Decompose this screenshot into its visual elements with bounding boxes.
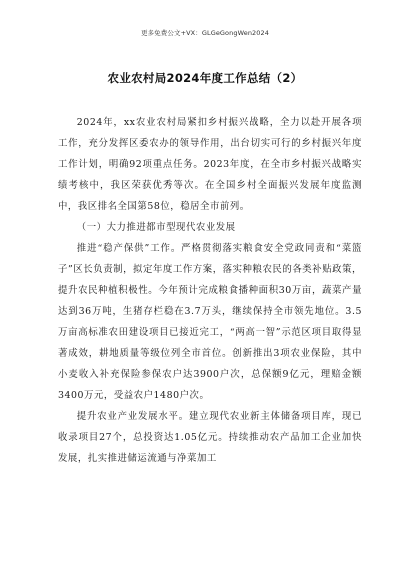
document-body bbox=[58, 112, 362, 469]
document-title: 农业农村局2024年度工作总结（2） bbox=[107, 71, 303, 85]
section-heading: （一）大力推进都市型现代农业发展 bbox=[76, 222, 236, 233]
paragraph-stable-supply: 推进“稳产保供”工作。严格贯彻落实粮食安全党政同责和“菜篮子”区长负责制，拟定年度工作方案，落实种粮农民的各类补贴政策，提升农民种植积极性。今年预计完成粮食播种面积30万亩，蔬菜产量达到36万吨，生猪存栏稳在3.7万头，继续保持全市领先地位。3.5万亩高标准农田建设项目已接近完工，“两高一智”示范区项目取得显著成效，耕地质量等级位列全市首位。创新推出3项农业保险，其中小麦收入补充保险参保农户达3900户次，总保额9亿元，理赔金额3400万元，受益农户1480户次。 bbox=[58, 243, 362, 401]
header-note: 更多免费公文+VX：GLGeGongWen2024 bbox=[140, 29, 269, 37]
paragraph-intro: 2024年，xx农业农村局紧扣乡村振兴战略，全力以赴开展各项工作，充分发挥区委农办的领导作用，出台切实可行的乡村振兴年度工作计划，明确92项重点任务。2023年度，在全市乡村振兴战略实绩考核中，我区荣获优秀等次。在全国乡村全面振兴发展年度监测中，我区排名全国第58位，稳居全市前列。 bbox=[58, 117, 362, 212]
paragraph-industry-development: 提升农业产业发展水平。建立现代农业新主体储备项目库，现已收录项目27个，总投资达1.05亿元。持续推动农产品加工企业加快发展，扎实推进储运流通与净菜加工 bbox=[58, 411, 362, 464]
